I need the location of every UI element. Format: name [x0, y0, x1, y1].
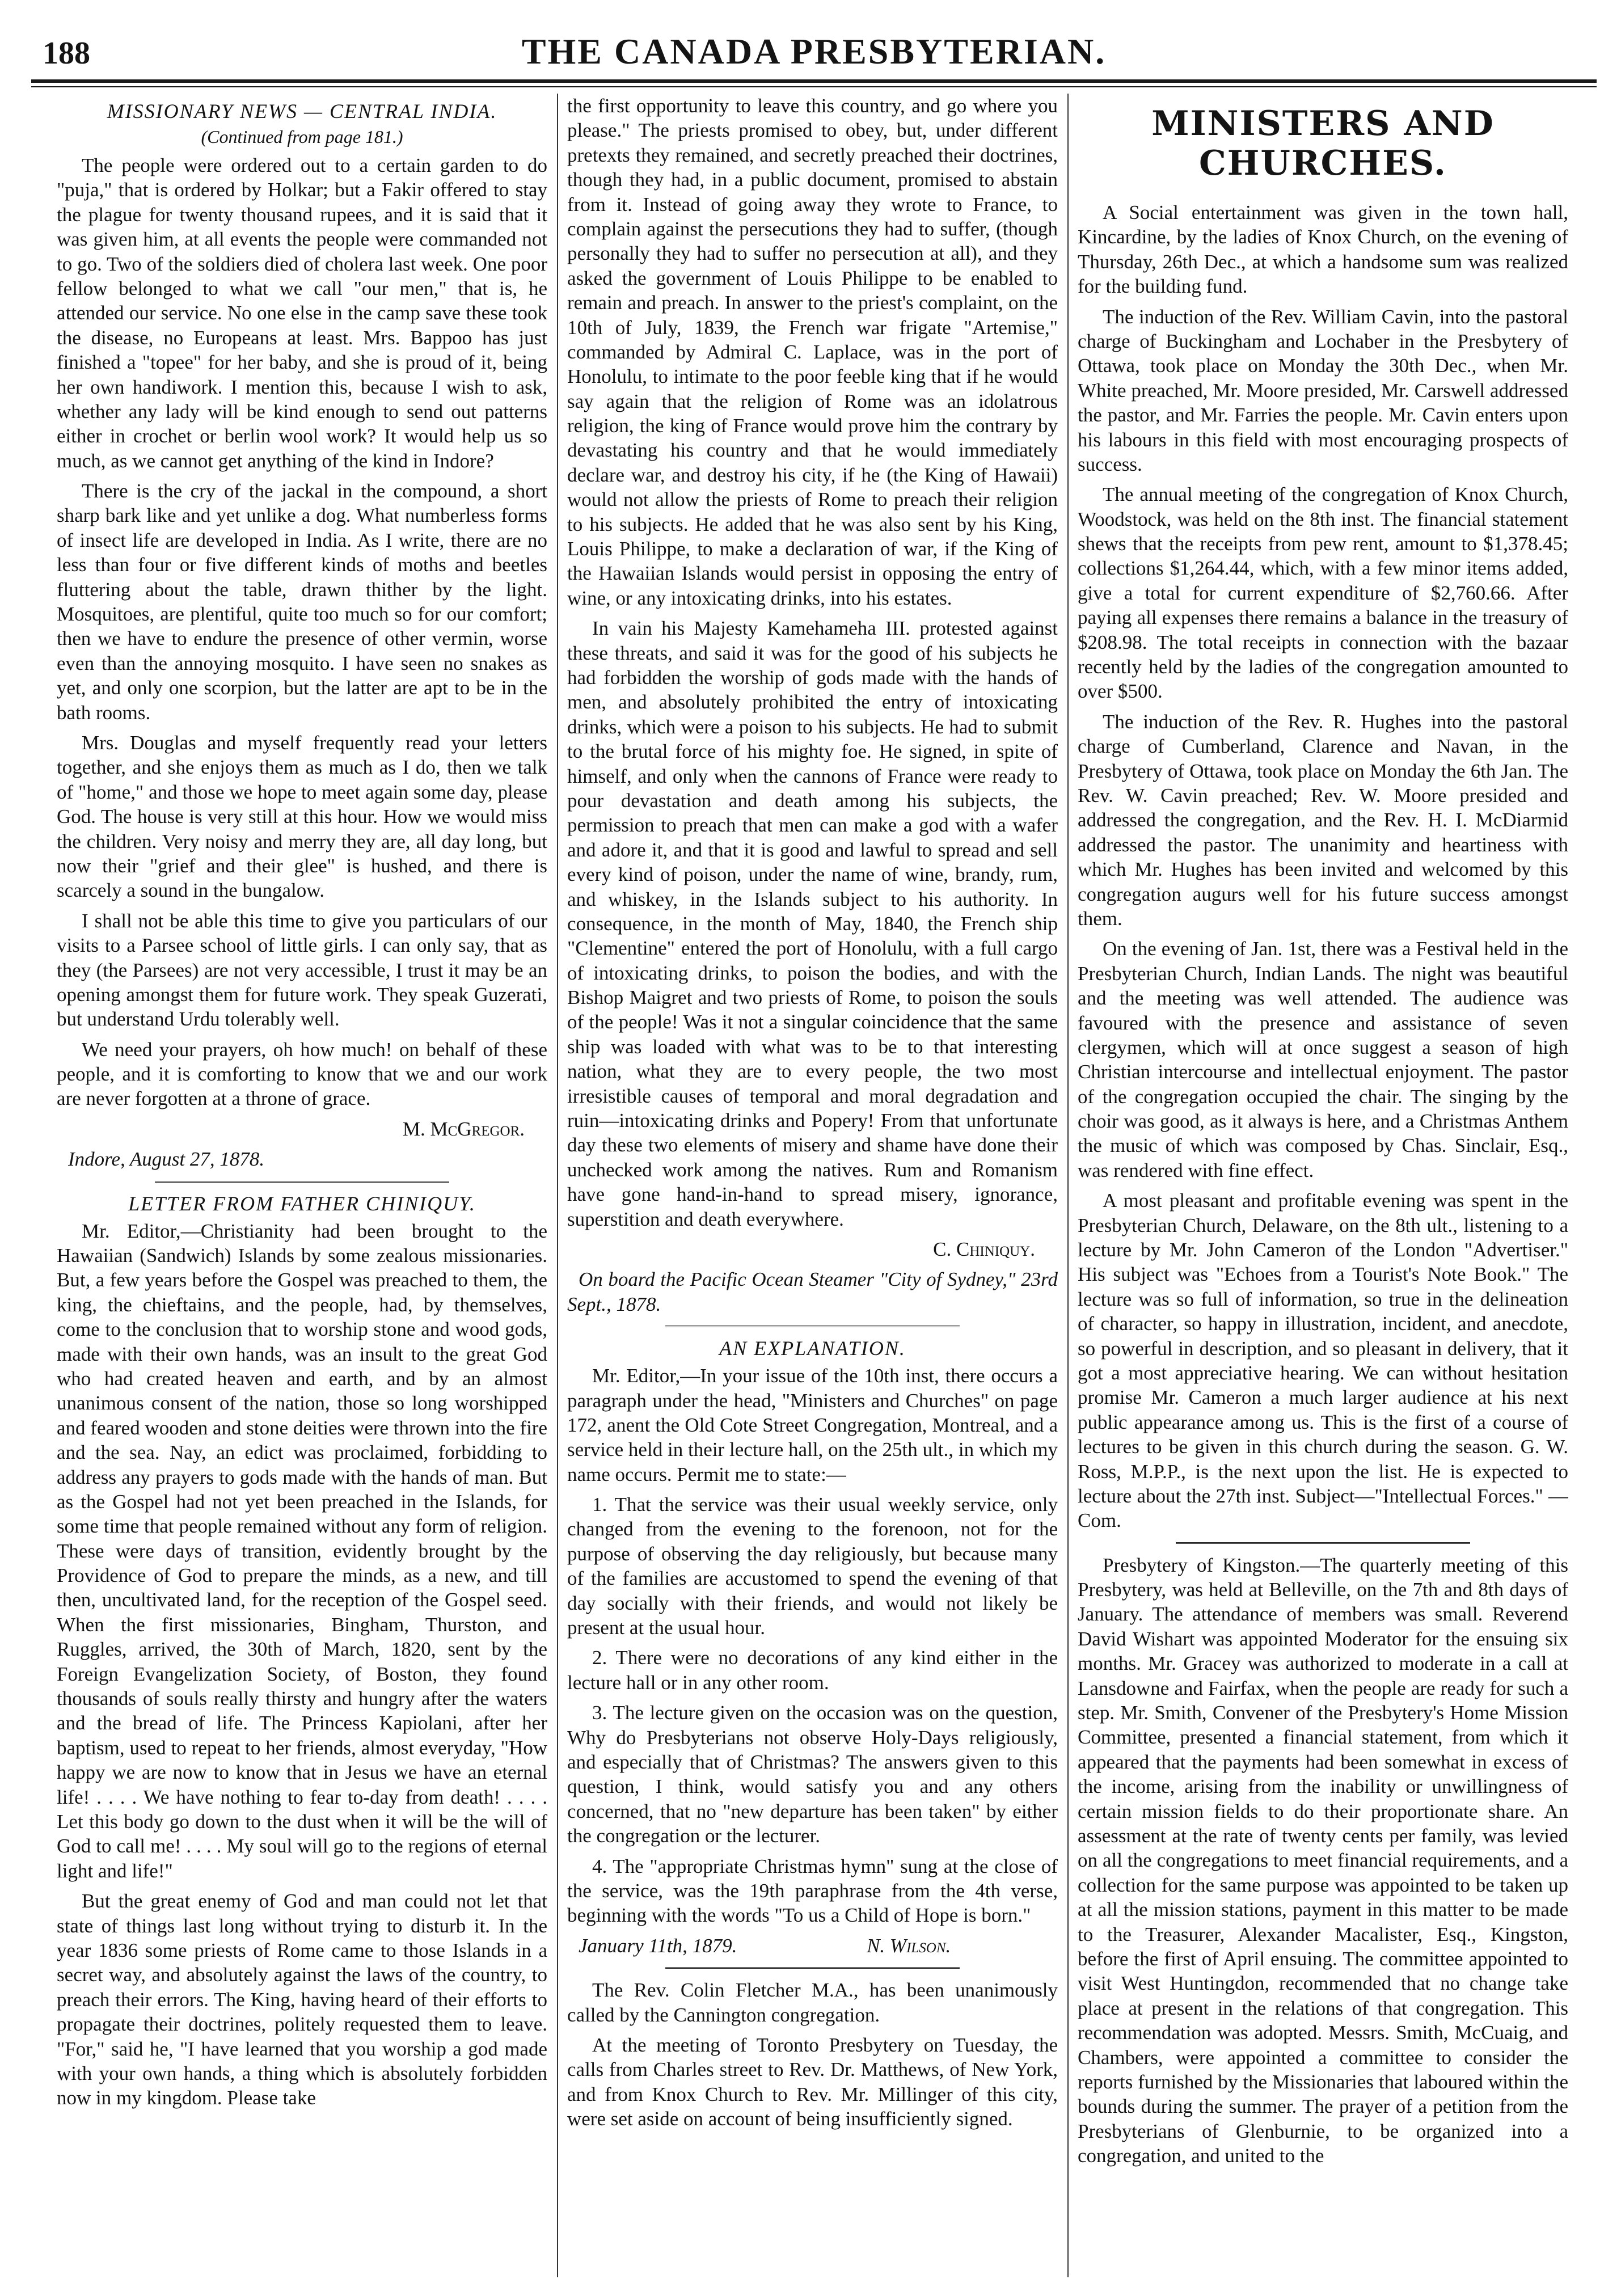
paragraph: There is the cry of the jackal in the compound, a short sharp bark like and yet unlike a dog. What numberless forms of insect life are developed in India. As I write, there are no less than four or five different kinds of moths and beetles fluttering about the table, drawn thither by the light. Mosquitoes, are plentiful, quite too much so for our comfort; then we have to endure the presence of other vermin, worse even than the annoying mosquito. I have seen no snakes as yet, and only one scorpion, but the latter are apt to be in the bath rooms. — [57, 480, 547, 724]
paragraph: The induction of the Rev. R. Hughes into the pastoral charge of Cumberland, Clarence and Navan, in the Presbytery of Ottawa, took place on Monday the 6th Jan. The Rev. W. Cavin preached; Rev. W. Moore presided and addressed the congregation, and the Rev. H. I. McDiarmid addressed the pastor. The unanimity and heartiness with which Mr. Hughes has been invited and welcomed by this congregation augurs well for his future success amongst them. — [1078, 710, 1568, 930]
masthead — [31, 23, 1597, 85]
paragraph: 4. The "appropriate Christmas hymn" sung at the close of the service, was the 19th paraphrase from the 4th verse, beginning with the words "To us a Child of Hope is born." — [567, 1855, 1058, 1927]
dateline — [567, 1934, 1058, 1958]
paragraph: The annual meeting of the congregation of Knox Church, Woodstock, was held on the 8th inst. The financial statement shews that the receipts from pew rent, amount to $1,378.45; collections $1,264.44, which, with a few minor items added, give a total for current expenditure of $2,760.66. After paying all expenses there remains a balance in the treasury of $208.98. The total receipts in connection with the bazaar recently held by the ladies of the congregation amounted to over $500. — [1078, 483, 1568, 703]
signature: C. Chiniquy. — [933, 1238, 1035, 1260]
paragraph: Mr. Editor,—In your issue of the 10th inst, there occurs a paragraph under the head, "Ministers and Churches" on page 172, anent the Old Cote Street Congregation, Montreal, and a service held in their lecture hall, on the 25th ult., in which my name occurs. Permit me to state:— — [567, 1365, 1058, 1485]
date: January 11th, 1879. — [579, 1934, 737, 1957]
paragraph: The people were ordered out to a certain garden to do "puja," that is ordered by Holkar; but a Fakir offered to stay the plague for twenty thousand rupees, and it is said that it was given him, at all events the people were commanded not to go. Two of the soldiers died of cholera last week. One poor fellow belonged to what we call "our men," that is, he attended our service. No one else in the camp save these took the disease, no Europeans at least. Mrs. Bappoo has just finished a "topee" for her baby, and she is proud of it, being her own handiwork. I mention this, because I wish to ask, whether any lady will be kind enough to send out patterns either in crochet or berlin wool work? It would help us so much, as we cannot get anything of the kind in Indore? — [57, 154, 547, 472]
column-divider — [557, 94, 558, 2277]
paragraph: In vain his Majesty Kamehameha III. protested against these threats, and said it was for the good of his subjects he had forbidden the worship of gods made with the hands of men, and absolutely prohibited the entry of intoxicating drinks, which were a poison to his subjects. He had to submit to the brutal force of his mighty foe. He signed, in spite of himself, and only when the cannons of France were ready to pour devastation and death among his subjects, the permission to preach that men can make a god with a wafer and adore it, and that it is good and lawful to spread and sell every kind of poison, under the name of wine, brandy, rum, and whiskey, in the Islands subject to his authority. In consequence, in the month of May, 1840, the French ship "Clementine" entered the port of Honolulu, with a full cargo of intoxicating drinks, to poison the bodies, and with the Bishop Maigret and two priests of Rome, to poison the souls of the people! Was it not a singular coincidence that the same ship was loaded with what was to be to that interesting nation, what they are to every people, the two most irresistible causes of temporal and moral degradation and ruin—intoxicating drinks and Popery! From that unfortunate day these two elements of misery and shame have done their unchecked work among the natives. Rum and Romanism have gone hand-in-hand to spread misery, ignorance, superstition and death everywhere. — [567, 617, 1058, 1230]
column-3 — [1078, 94, 1568, 2277]
column-2 — [567, 94, 1058, 2277]
signature: N. Wilson. — [867, 1934, 951, 1957]
article-separator — [1176, 1542, 1470, 1544]
paragraph: Mr. Editor,—Christianity had been brought to the Hawaiian (Sandwich) Islands by some zealous missionaries. But, a few years before the Gospel was preached to them, the king, the chieftains, and the people, had, by themselves, come to the conclusion that to worship stone and wood gods, made with their own hands, was an insult to the great God who had created heaven and earth, and by an almost unanimous consent of the nation, those so long worshipped and feared wooden and stone deities were thrown into the fire and the sea. Nay, an edict was proclaimed, forbidding to address any prayers to gods made with the hands of man. But as the Gospel had not yet been preached in the Islands, for some time that people remained without any form of religion. These were days of transition, evidently brought by the Providence of God to prepare the minds, as a new, and till then, uncultivated land, for the reception of the Gospel seed. When the first missionaries, Bingham, Thurston, and Ruggles, arrived, the 30th of March, 1820, sent by the Foreign Evangelization Society, of Boston, they found thousands of souls really thirsty and hungry after the waters and the bread of life. The Princess Kapiolani, after her baptism, used to repeat to her friends, almost everyday, "How happy we are now to know that in Jesus we have an eternal life! . . . . We have nothing to fear to-day from death! . . . . Let this body go down to the dust when it will be the will of God to call me! . . . . My soul will go to the regions of eternal light and life!" — [57, 1219, 547, 1882]
article-separator — [665, 1326, 960, 1327]
paragraph: 1. That the service was their usual weekly service, only changed from the evening to the forenoon, not for the purpose of observing the day religiously, but because many of the families are accustomed to spend the evening of that day socially with their friends, and would not likely be present at the usual hour. — [567, 1493, 1058, 1639]
paragraph: At the meeting of Toronto Presbytery on Tuesday, the calls from Charles street to Rev. Dr. Matthews, of New York, and from Knox Church to Rev. Mr. Millinger of this city, were set aside on account of being insufficiently signed. — [567, 2033, 1058, 2130]
signature: M. McGregor. — [402, 1117, 525, 1140]
paragraph: The induction of the Rev. William Cavin, into the pastoral charge of Buckingham and Lochaber in the Presbytery of Ottawa, took place on Monday the 30th Dec., when Mr. White preached, Mr. Moore presided, Mr. Carswell addressed the pastor, and Mr. Farries the people. Mr. Cavin enters upon his labours in this field with most encouraging prospects of success. — [1078, 305, 1568, 475]
page-number: 188 — [43, 36, 90, 71]
paragraph: 3. The lecture given on the occasion was on the question, Why do Presbyterians not observe Holy-Days religiously, and especially that of Christmas? The answers given to this question, I think, would satisfy you and any others concerned, that no "new departure has been taken" by either the congregation or the lecturer. — [567, 1702, 1058, 1847]
paragraph: A Social entertainment was given in the town hall, Kincardine, by the ladies of Knox Church, on the evening of Thursday, 26th Dec., at which a handsome sum was realized for the building fund. — [1078, 201, 1568, 298]
section-banner: MINISTERS AND CHURCHES. — [1151, 104, 1495, 183]
paragraph: Mrs. Douglas and myself frequently read your letters together, and she enjoys them as much as I do, then we talk of "home," and those we hope to meet again some day, please God. The house is very still at this hour. How we would miss the children. Very noisy and merry they are, all day long, but now their "grief and their glee" is hushed, and there is scarcely a sound in the bungalow. — [57, 731, 547, 902]
dateline: Indore, August 27, 1878. — [68, 1148, 265, 1171]
column-divider — [1067, 94, 1069, 2277]
paragraph: A most pleasant and profitable evening was spent in the Presbyterian Church, Delaware, on the 8th ult., listening to a lecture by Mr. John Cameron of the London "Advertiser." His subject was "Echoes from a Tourist's Note Book." The lecture was so full of information, so true in the delineation of character, so happy in illustration, incident, and anecdote, so powerful in description, and so pleasant in delivery, that it got a most appreciative hearing. We can without hesitation promise Mr. Cameron a much larger audience at his next public appearance among us. This is the first of a course of lectures to be given in this church during the season. G. W. Ross, M.P.P., is the next upon the list. He is expected to lecture about the 27th inst. Subject—"Intellectual Forces." —Com. — [1078, 1189, 1568, 1532]
paragraph: On the evening of Jan. 1st, there was a Festival held in the Presbyterian Church, Indian Lands. The night was beautiful and the meeting was well attended. The audience was favoured with the presence and assistance of seven clergymen, which will at once suggest a season of high Christian intercourse and intellectual enjoyment. The pastor of the congregation occupied the chair. The singing by the choir was good, as it always is here, and a Christmas Anthem the music of which was composed by Chas. Sinclair, Esq., was rendered with fine effect. — [1078, 938, 1568, 1181]
paragraph: Presbytery of Kingston.—The quarterly meeting of this Presbytery, was held at Belleville, on the 7th and 8th days of January. The attendance of members was small. Reverend David Wishart was appointed Moderator for the ensuing six months. Mr. Gracey was authorized to moderate in a call at Lansdowne and Fairfax, when the people are ready for such a step. Mr. Smith, Convener of the Presbytery's Home Mission Committee, presented a financial statement, from which it appeared that the payments had been somewhat in excess of the income, arising from the inability or unwillingness of certain mission fields to do their proportionate share. An assessment at the rate of twenty cents per family, was levied on all the congregations to meet financial requirements, and a collection for the same purpose was appointed to be taken up at all the mission stations, payment in this matter to be made to the Treasurer, Alexander Macalister, Esq., Kingston, before the first of April ensuing. The committee appointed to visit West Huntingdon, recommended that no change take place at present in the relations of that congregation. This recommendation was adopted. Messrs. Smith, McCuaig, and Chambers, were appointed a committee to consider the reports furnished by the Missionaries that laboured within the bounds during the summer. The prayer of a petition from the Presbyterians of Glenburnie, to be organized into a congregation, and united to the — [1078, 1554, 1568, 2167]
masthead-rule-thin — [31, 86, 1597, 87]
column-1 — [57, 94, 547, 2277]
paragraph: We need your prayers, oh how much! on behalf of these people, and it is comforting to know that we and our work are never forgotten at a throne of grace. — [57, 1038, 547, 1110]
paragraph: the first opportunity to leave this country, and go where you please." The priests promised to obey, but, under different pretexts they remained, and secretly preached their doctrines, though they had, in a public document, promised to abstain from it. Instead of going away they wrote to France, to complain against the persecutions they had to suffer, (though personally they had to suffer no persecution at all), and they asked the government of Louis Philippe to be enabled to remain and preach. In answer to the priest's complaint, on the 10th of July, 1839, the French war frigate "Artemise," commanded by Admiral C. Laplace, was in the port of Honolulu, to intimate to the poor feeble king that if he would say again that the religion of Rome was an idolatrous religion, the king of France would prove him the contrary by devastating his country and that he would immediately declare war, and destroy his city, if he (the King of Hawaii) would not allow the priests of Rome to preach their religion to his subjects. He added that he was also sent by his King, Louis Philippe, to make a declaration of war, if the King of the Hawaiian Islands would persist in opposing the entry of wine, or any intoxicating drinks, into his estates. — [567, 95, 1058, 609]
dateline: On board the Pacific Ocean Steamer "City of Sydney," 23rd Sept., 1878. — [567, 1268, 1058, 1315]
newspaper-title: THE CANADA PRESBYTERIAN. — [521, 31, 1107, 71]
paragraph: 2. There were no decorations of any kind either in the lecture hall or in any other room. — [567, 1647, 1058, 1694]
masthead-rule — [31, 79, 1597, 83]
article-heading: AN EXPLANATION. — [719, 1337, 906, 1360]
article-separator — [155, 1181, 449, 1183]
paragraph: I shall not be able this time to give you particulars of our visits to a Parsee school of little girls. I can only say, that as they (the Parsees) are not very accessible, I trust it may be an opening amongst them for future work. They speak Guzerati, but understand Urdu tolerably well. — [57, 909, 547, 1031]
article-heading: LETTER FROM FATHER CHINIQUY. — [128, 1192, 476, 1215]
article-heading: MISSIONARY NEWS — CENTRAL INDIA. — [107, 100, 497, 123]
article-subheading: (Continued from page 181.) — [201, 126, 403, 147]
paragraph: The Rev. Colin Fletcher M.A., has been unanimously called by the Cannington congregation. — [567, 1979, 1058, 2026]
paragraph: But the great enemy of God and man could not let that state of things last long without trying to disturb it. In the year 1836 some priests of Rome came to those Islands in a secret way, and absolutely against the laws of the country, to preach their errors. The King, having heard of their efforts to propagate their doctrines, politely requested them to leave. "For," said he, "I have learned that you worship a god made with your own hands, a thing which is absolutely forbidden now in my kingdom. Please take — [57, 1890, 547, 2109]
article-separator — [665, 1967, 960, 1969]
